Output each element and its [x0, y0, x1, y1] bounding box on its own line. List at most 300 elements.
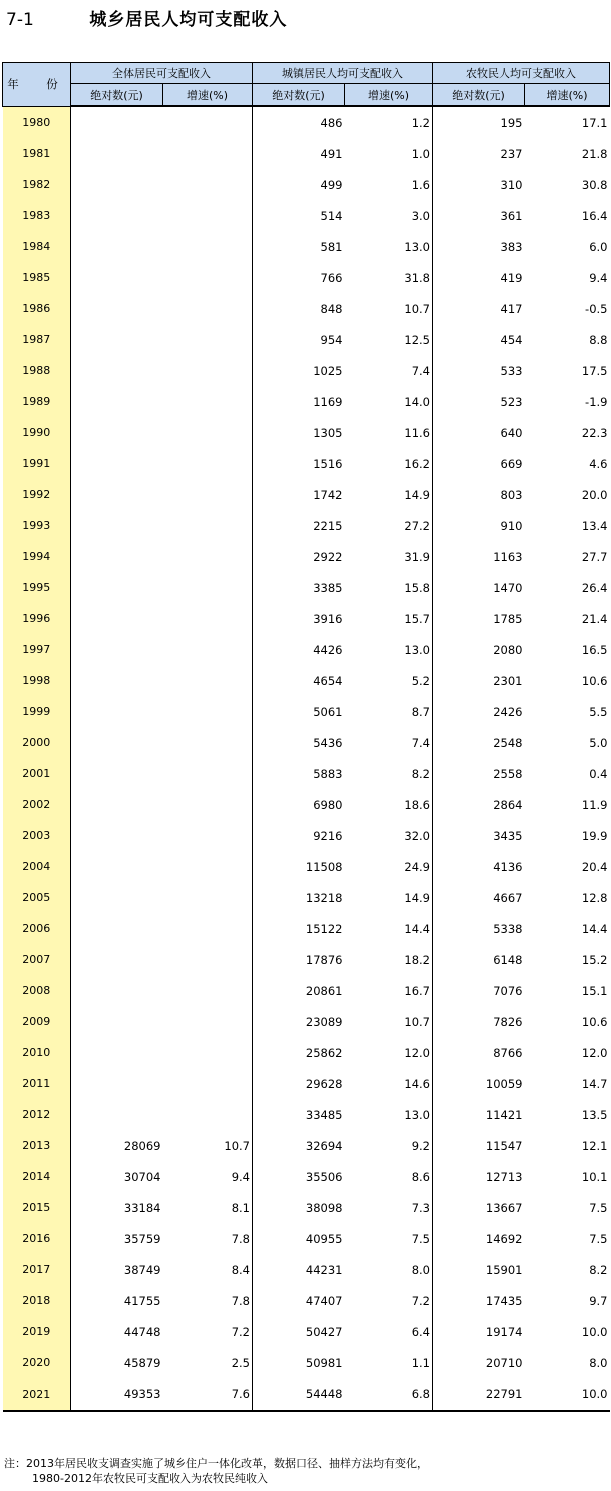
table-row: [3, 1099, 610, 1130]
rural-rate-cell: -0.5: [585, 301, 608, 316]
table-row: [3, 169, 610, 200]
year-cell: 2019: [3, 1316, 71, 1347]
urban-abs-cell: 17876: [253, 944, 345, 975]
year-cell: 2015: [3, 1192, 71, 1223]
urban-abs-cell: 44231: [253, 1254, 345, 1285]
urban-rate-cell: 8.0: [411, 1262, 430, 1277]
urban-abs-cell: 35506: [253, 1161, 345, 1192]
all-rate-cell: [163, 789, 253, 820]
urban-rate-cell: 13.0: [404, 642, 430, 657]
all-abs-cell: [71, 200, 163, 231]
year-cell: 1990: [3, 417, 71, 448]
urban-abs-cell: 5061: [253, 696, 345, 727]
all-abs-cell: 33184: [71, 1192, 163, 1223]
all-rate-cell: 8.4: [231, 1262, 250, 1277]
table-row: [3, 1378, 610, 1411]
rural-rate-cell: 22.3: [581, 425, 608, 440]
rural-rate-cell: 20.0: [581, 487, 608, 502]
year-cell: 2003: [3, 820, 71, 851]
urban-rate-cell: 6.4: [411, 1324, 430, 1339]
urban-abs-cell: 4426: [253, 634, 345, 665]
all-abs-cell: [71, 510, 163, 541]
all-rate-cell: [163, 200, 253, 231]
all-rate-cell: [163, 417, 253, 448]
rural-rate-cell: 12.0: [581, 1045, 608, 1060]
all-abs-header: 绝对数(元): [71, 84, 163, 107]
urban-abs-cell: 11508: [253, 851, 345, 882]
rural-rate-cell: 16.5: [581, 642, 608, 657]
table-number: 7-1: [6, 10, 34, 30]
year-cell: 1985: [3, 262, 71, 293]
urban-abs-cell: 25862: [253, 1037, 345, 1068]
rural-rate-cell: 19.9: [581, 828, 608, 843]
urban-rate-cell: 18.6: [404, 797, 430, 812]
rural-rate-cell: 10.1: [581, 1169, 608, 1184]
table-row: [3, 634, 610, 665]
all-abs-cell: [71, 572, 163, 603]
urban-rate-cell: 7.2: [411, 1293, 430, 1308]
rural-abs-cell: 22791: [433, 1378, 525, 1411]
rural-rate-cell: 8.0: [589, 1355, 608, 1370]
rural-abs-cell: 454: [433, 324, 525, 355]
year-cell: 1984: [3, 231, 71, 262]
urban-abs-cell: 54448: [253, 1378, 345, 1411]
all-rate-cell: 7.2: [231, 1324, 250, 1339]
table-row: [3, 1254, 610, 1285]
rural-abs-cell: 11421: [433, 1099, 525, 1130]
rural-abs-cell: 533: [433, 355, 525, 386]
rural-abs-cell: 803: [433, 479, 525, 510]
all-rate-cell: [163, 603, 253, 634]
all-abs-cell: 49353: [71, 1378, 163, 1411]
table-row: [3, 1130, 610, 1161]
all-abs-cell: [71, 882, 163, 913]
all-rate-cell: [163, 634, 253, 665]
year-cell: 2012: [3, 1099, 71, 1130]
year-cell: 2013: [3, 1130, 71, 1161]
urban-rate-cell: 14.0: [404, 394, 430, 409]
all-rate-cell: [163, 355, 253, 386]
table-row: [3, 355, 610, 386]
rural-rate-cell: 9.7: [589, 1293, 608, 1308]
urban-rate-cell: 7.4: [411, 735, 430, 750]
rural-abs-cell: 669: [433, 448, 525, 479]
rural-abs-cell: 195: [433, 106, 525, 138]
rural-abs-cell: 1785: [433, 603, 525, 634]
all-rate-cell: [163, 106, 253, 138]
year-cell: 2005: [3, 882, 71, 913]
urban-rate-cell: 5.2: [411, 673, 430, 688]
all-abs-cell: [71, 634, 163, 665]
year-cell: 1980: [3, 106, 71, 138]
table-row: [3, 1347, 610, 1378]
all-abs-cell: [71, 1037, 163, 1068]
urban-rate-cell: 8.2: [411, 766, 430, 781]
rural-abs-cell: 10059: [433, 1068, 525, 1099]
year-cell: 1981: [3, 138, 71, 169]
rural-abs-cell: 12713: [433, 1161, 525, 1192]
rural-rate-cell: 10.0: [525, 1378, 610, 1411]
rural-abs-cell: 2548: [433, 727, 525, 758]
rural-rate-cell: 21.8: [581, 146, 608, 161]
table-row: [3, 1316, 610, 1347]
all-abs-cell: 30704: [71, 1161, 163, 1192]
rural-rate-cell: 13.4: [581, 518, 608, 533]
all-abs-cell: [71, 138, 163, 169]
year-cell: 1999: [3, 696, 71, 727]
all-rate-cell: [163, 541, 253, 572]
all-rate-cell: [163, 293, 253, 324]
rural-rate-cell: 26.4: [581, 580, 608, 595]
year-cell: 1996: [3, 603, 71, 634]
urban-rate-cell: 7.4: [411, 363, 430, 378]
year-column-header: 年 份: [3, 63, 71, 107]
rural-rate-cell: 10.0: [581, 1324, 608, 1339]
urban-rate-cell: 1.0: [411, 146, 430, 161]
urban-rate-cell: 10.7: [404, 1014, 430, 1029]
all-rate-cell: [163, 324, 253, 355]
rural-rate-cell: 6.0: [589, 239, 608, 254]
all-rate-cell: [163, 665, 253, 696]
urban-rate-cell: 7.5: [411, 1231, 430, 1246]
table-row: [3, 727, 610, 758]
table-row: [3, 324, 610, 355]
all-rate-cell: 8.1: [231, 1200, 250, 1215]
year-cell: 1993: [3, 510, 71, 541]
year-cell: 2016: [3, 1223, 71, 1254]
urban-rate-cell: 27.2: [404, 518, 430, 533]
year-cell: 1982: [3, 169, 71, 200]
year-cell: 1986: [3, 293, 71, 324]
rural-abs-header: 绝对数(元): [433, 84, 525, 107]
year-cell: 2010: [3, 1037, 71, 1068]
urban-abs-cell: 581: [253, 231, 345, 262]
all-abs-cell: [71, 789, 163, 820]
rural-abs-cell: 910: [433, 510, 525, 541]
urban-rate-cell: 32.0: [404, 828, 430, 843]
urban-abs-cell: 766: [253, 262, 345, 293]
all-rate-cell: [163, 944, 253, 975]
urban-rate-cell: 12.0: [404, 1045, 430, 1060]
all-rate-cell: [163, 758, 253, 789]
rural-rate-cell: 15.1: [581, 983, 608, 998]
urban-abs-cell: 2922: [253, 541, 345, 572]
rural-abs-cell: 4136: [433, 851, 525, 882]
year-cell: 2007: [3, 944, 71, 975]
urban-abs-cell: 1742: [253, 479, 345, 510]
all-rate-cell: 7.8: [231, 1231, 250, 1246]
all-abs-cell: [71, 448, 163, 479]
rural-abs-cell: 1163: [433, 541, 525, 572]
urban-abs-cell: 6980: [253, 789, 345, 820]
year-cell: 2018: [3, 1285, 71, 1316]
urban-abs-cell: 20861: [253, 975, 345, 1006]
rural-abs-cell: 7076: [433, 975, 525, 1006]
rural-abs-cell: 14692: [433, 1223, 525, 1254]
table-row: [3, 293, 610, 324]
table-body: [3, 106, 610, 1411]
year-cell: 1991: [3, 448, 71, 479]
rural-rate-cell: 12.8: [581, 890, 608, 905]
all-abs-cell: [71, 106, 163, 138]
urban-abs-cell: 1169: [253, 386, 345, 417]
rural-rate-cell: 14.4: [581, 921, 608, 936]
footnote-line-1: 注：2013年居民收支调查实施了城乡住户一体化改革，数据口径、抽样方法均有变化，: [4, 1457, 428, 1470]
table-row: [3, 262, 610, 293]
urban-rate-cell: 3.0: [411, 208, 430, 223]
all-rate-cell: [163, 913, 253, 944]
rural-abs-cell: 17435: [433, 1285, 525, 1316]
rural-rate-cell: -1.9: [585, 394, 608, 409]
rural-abs-cell: 20710: [433, 1347, 525, 1378]
all-rate-header: 增速(%): [163, 84, 253, 107]
urban-abs-cell: 5436: [253, 727, 345, 758]
all-abs-cell: [71, 727, 163, 758]
year-cell: 1998: [3, 665, 71, 696]
all-abs-cell: [71, 324, 163, 355]
urban-abs-cell: 2215: [253, 510, 345, 541]
urban-abs-cell: 3385: [253, 572, 345, 603]
rural-rate-cell: 27.7: [581, 549, 608, 564]
rural-rate-cell: 5.0: [589, 735, 608, 750]
urban-rate-cell: 14.4: [404, 921, 430, 936]
rural-abs-cell: 310: [433, 169, 525, 200]
rural-rate-cell: 4.6: [589, 456, 608, 471]
urban-rate-cell: 10.7: [404, 301, 430, 316]
rural-abs-cell: 383: [433, 231, 525, 262]
urban-rate-cell: 1.1: [411, 1355, 430, 1370]
urban-abs-cell: 1025: [253, 355, 345, 386]
all-residents-group-header: 全体居民可支配收入: [71, 63, 253, 84]
all-rate-cell: [163, 1006, 253, 1037]
income-table: [2, 62, 610, 1412]
table-row: [3, 1285, 610, 1316]
all-abs-cell: 35759: [71, 1223, 163, 1254]
table-row: [3, 1068, 610, 1099]
all-rate-cell: [163, 1037, 253, 1068]
all-abs-cell: [71, 541, 163, 572]
year-cell: 2006: [3, 913, 71, 944]
table-row: [3, 1161, 610, 1192]
rural-rate-cell: 17.5: [581, 363, 608, 378]
all-abs-cell: [71, 758, 163, 789]
all-abs-cell: [71, 417, 163, 448]
all-rate-cell: [163, 262, 253, 293]
all-abs-cell: [71, 665, 163, 696]
urban-rate-cell: 24.9: [404, 859, 430, 874]
urban-abs-cell: 1305: [253, 417, 345, 448]
table-row: [3, 1223, 610, 1254]
all-abs-cell: 38749: [71, 1254, 163, 1285]
urban-abs-cell: 486: [253, 106, 345, 138]
table-row: [3, 1006, 610, 1037]
all-rate-cell: [163, 169, 253, 200]
table-row: [3, 882, 610, 913]
all-rate-cell: [163, 479, 253, 510]
urban-rate-cell: 8.7: [411, 704, 430, 719]
rural-rate-cell: 15.2: [581, 952, 608, 967]
all-abs-cell: [71, 913, 163, 944]
urban-abs-cell: 9216: [253, 820, 345, 851]
urban-rate-cell: 7.3: [411, 1200, 430, 1215]
urban-abs-cell: 47407: [253, 1285, 345, 1316]
year-cell: 2020: [3, 1347, 71, 1378]
rural-abs-cell: 2426: [433, 696, 525, 727]
urban-rate-cell: 11.6: [404, 425, 430, 440]
rural-abs-cell: 1470: [433, 572, 525, 603]
rural-abs-cell: 11547: [433, 1130, 525, 1161]
rural-abs-cell: 2301: [433, 665, 525, 696]
table-row: [3, 1192, 610, 1223]
urban-abs-cell: 50427: [253, 1316, 345, 1347]
all-abs-cell: 41755: [71, 1285, 163, 1316]
table-row: [3, 572, 610, 603]
urban-abs-cell: 40955: [253, 1223, 345, 1254]
urban-rate-cell: 16.7: [404, 983, 430, 998]
all-abs-cell: [71, 231, 163, 262]
rural-abs-cell: 417: [433, 293, 525, 324]
rural-abs-cell: 15901: [433, 1254, 525, 1285]
all-rate-cell: [163, 510, 253, 541]
urban-abs-cell: 23089: [253, 1006, 345, 1037]
table-row: [3, 231, 610, 262]
year-cell: 1988: [3, 355, 71, 386]
table-row: [3, 138, 610, 169]
all-rate-cell: 9.4: [231, 1169, 250, 1184]
all-abs-cell: [71, 262, 163, 293]
year-cell: 2004: [3, 851, 71, 882]
table-row: [3, 417, 610, 448]
rural-abs-cell: 3435: [433, 820, 525, 851]
table-row: [3, 665, 610, 696]
rural-abs-cell: 523: [433, 386, 525, 417]
rural-abs-cell: 640: [433, 417, 525, 448]
rural-abs-cell: 2558: [433, 758, 525, 789]
urban-abs-cell: 3916: [253, 603, 345, 634]
table-row: [3, 696, 610, 727]
rural-rate-cell: 16.4: [581, 208, 608, 223]
all-rate-cell: [163, 448, 253, 479]
rural-rate-cell: 17.1: [581, 115, 608, 130]
urban-abs-cell: 15122: [253, 913, 345, 944]
rural-abs-cell: 8766: [433, 1037, 525, 1068]
urban-abs-cell: 1516: [253, 448, 345, 479]
urban-rate-cell: 12.5: [404, 332, 430, 347]
all-abs-cell: [71, 355, 163, 386]
footnote: [4, 1456, 428, 1486]
urban-abs-cell: 50981: [253, 1347, 345, 1378]
all-abs-cell: [71, 975, 163, 1006]
table-row: [3, 448, 610, 479]
year-cell: 2017: [3, 1254, 71, 1285]
urban-rate-header: 增速(%): [345, 84, 433, 107]
year-cell: 2001: [3, 758, 71, 789]
all-abs-cell: [71, 1006, 163, 1037]
urban-abs-cell: 499: [253, 169, 345, 200]
all-abs-cell: [71, 386, 163, 417]
rural-residents-group-header: 农牧民人均可支配收入: [433, 63, 610, 84]
all-abs-cell: [71, 169, 163, 200]
rural-abs-cell: 2080: [433, 634, 525, 665]
urban-abs-cell: 38098: [253, 1192, 345, 1223]
rural-rate-header: 增速(%): [525, 84, 610, 107]
all-abs-cell: [71, 820, 163, 851]
all-rate-cell: [163, 727, 253, 758]
urban-rate-cell: 18.2: [404, 952, 430, 967]
table-row: [3, 851, 610, 882]
title-row: [6, 8, 287, 32]
urban-rate-cell: 1.2: [411, 115, 430, 130]
year-cell: 1987: [3, 324, 71, 355]
year-cell: 2002: [3, 789, 71, 820]
urban-rate-cell: 13.0: [404, 239, 430, 254]
urban-abs-cell: 5883: [253, 758, 345, 789]
rural-rate-cell: 10.6: [581, 673, 608, 688]
all-abs-cell: 44748: [71, 1316, 163, 1347]
year-cell: 2011: [3, 1068, 71, 1099]
year-cell: 1992: [3, 479, 71, 510]
urban-rate-cell: 1.6: [411, 177, 430, 192]
table-row: [3, 789, 610, 820]
year-cell: 2000: [3, 727, 71, 758]
all-rate-cell: [163, 975, 253, 1006]
table-row: [3, 944, 610, 975]
urban-rate-cell: 16.2: [404, 456, 430, 471]
all-rate-cell: 10.7: [224, 1138, 250, 1153]
urban-residents-group-header: 城镇居民人均可支配收入: [253, 63, 433, 84]
all-rate-cell: [163, 138, 253, 169]
rural-abs-cell: 13667: [433, 1192, 525, 1223]
all-rate-cell: [163, 1099, 253, 1130]
rural-rate-cell: 0.4: [589, 766, 608, 781]
year-cell: 1995: [3, 572, 71, 603]
urban-rate-cell: 31.9: [404, 549, 430, 564]
table-row: [3, 541, 610, 572]
urban-rate-cell: 8.6: [411, 1169, 430, 1184]
footnote-line-2: 1980-2012年农牧民可支配收入为农牧民纯收入: [32, 1472, 268, 1485]
rural-abs-cell: 237: [433, 138, 525, 169]
rural-rate-cell: 11.9: [581, 797, 608, 812]
year-cell: 1989: [3, 386, 71, 417]
year-cell: 1994: [3, 541, 71, 572]
rural-rate-cell: 20.4: [581, 859, 608, 874]
urban-abs-header: 绝对数(元): [253, 84, 345, 107]
all-rate-cell: 7.8: [231, 1293, 250, 1308]
year-cell: 1983: [3, 200, 71, 231]
all-rate-cell: [163, 882, 253, 913]
table-row: [3, 820, 610, 851]
urban-rate-cell: 13.0: [404, 1107, 430, 1122]
urban-rate-cell: 15.8: [404, 580, 430, 595]
rural-rate-cell: 8.2: [589, 1262, 608, 1277]
rural-rate-cell: 13.5: [581, 1107, 608, 1122]
all-rate-cell: [163, 231, 253, 262]
table-row: [3, 913, 610, 944]
all-rate-cell: 2.5: [231, 1355, 250, 1370]
rural-rate-cell: 10.6: [581, 1014, 608, 1029]
rural-abs-cell: 2864: [433, 789, 525, 820]
table-row: [3, 603, 610, 634]
rural-rate-cell: 21.4: [581, 611, 608, 626]
rural-abs-cell: 361: [433, 200, 525, 231]
urban-rate-cell: 14.9: [404, 487, 430, 502]
year-cell: 2021: [3, 1378, 71, 1411]
all-abs-cell: [71, 944, 163, 975]
all-abs-cell: [71, 603, 163, 634]
urban-abs-cell: 514: [253, 200, 345, 231]
year-cell: 2014: [3, 1161, 71, 1192]
urban-abs-cell: 4654: [253, 665, 345, 696]
